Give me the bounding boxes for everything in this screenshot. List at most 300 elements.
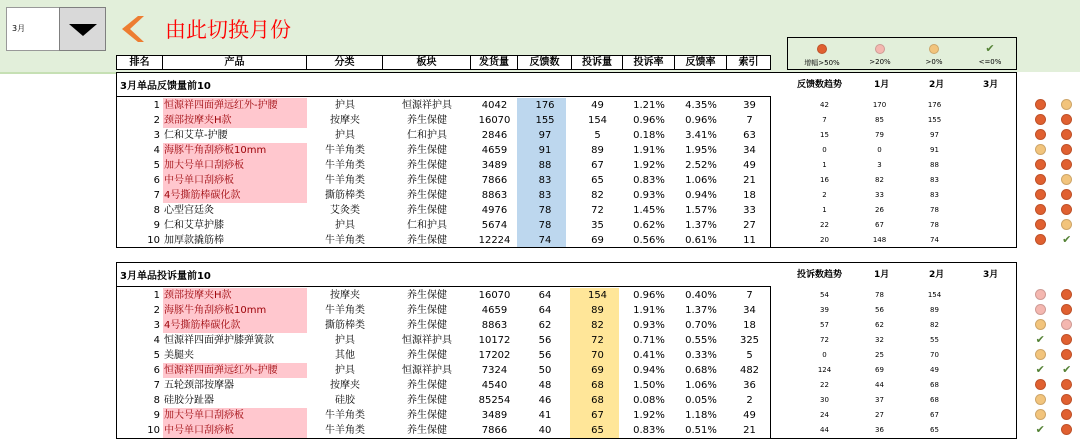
cell-fb: 50 <box>538 365 552 376</box>
column-header: 产品 <box>163 56 307 69</box>
cell-rank: 10 <box>147 425 160 436</box>
cell-fr: 0.94% <box>685 190 717 201</box>
cell-fr: 1.06% <box>685 380 717 391</box>
cell-ship: 17202 <box>478 350 511 361</box>
trend-month: 1月 <box>874 270 890 280</box>
trend-value: 7 <box>822 116 827 124</box>
cell-fb: 56 <box>538 335 552 346</box>
cell-cp: 72 <box>591 335 604 346</box>
cell-idx: 27 <box>743 220 756 231</box>
cell-idx: 63 <box>743 130 756 141</box>
cell-rank: 6 <box>153 365 160 376</box>
cell-fb: 88 <box>538 160 552 171</box>
cell-cp: 69 <box>591 365 604 376</box>
cell-rank: 4 <box>153 145 160 156</box>
trend-value: 37 <box>875 396 884 404</box>
cell-fb: 78 <box>538 220 552 231</box>
cell-product: 4号撕筋棒碳化款 <box>163 318 307 333</box>
cell-block: 养生保健 <box>407 350 447 361</box>
indicator-cell <box>1027 99 1054 110</box>
indicator-cell <box>1054 129 1080 140</box>
cell-cp: 35 <box>591 220 604 231</box>
trend-value: 27 <box>875 411 884 419</box>
red-dot-icon <box>1035 159 1046 170</box>
cell-cr: 1.92% <box>633 410 665 421</box>
red-dot-icon <box>1035 114 1046 125</box>
cell-product: 海豚牛角刮痧板10mm <box>163 303 307 318</box>
check-icon: ✔ <box>1035 422 1045 436</box>
pink-dot-icon <box>1035 289 1046 300</box>
cell-cr: 0.08% <box>633 395 665 406</box>
cell-rank: 8 <box>153 395 160 406</box>
trend-value: 82 <box>930 321 939 329</box>
cell-cp: 82 <box>591 320 604 331</box>
indicator-cell <box>1054 379 1080 390</box>
cell-block: 养生保健 <box>407 160 447 171</box>
cell-fb: 48 <box>538 380 552 391</box>
cell-ship: 16070 <box>478 115 511 126</box>
trend-value: 88 <box>930 161 939 169</box>
trend-value: 1 <box>822 206 827 214</box>
cell-ship: 4042 <box>481 100 508 111</box>
cell-cp: 89 <box>591 305 604 316</box>
legend <box>787 37 1017 70</box>
pink-dot-icon <box>1035 304 1046 315</box>
indicator-row <box>1027 317 1080 332</box>
cell-idx: 33 <box>743 205 756 216</box>
trend-value: 83 <box>930 191 939 199</box>
cell-product: 美腿夹 <box>164 350 194 361</box>
complaint-trend-icons <box>1027 287 1080 437</box>
trend-value: 26 <box>875 206 884 214</box>
trend-value: 68 <box>930 381 939 389</box>
cell-idx: 49 <box>743 160 756 171</box>
legend-label: <=0% <box>978 58 1002 66</box>
red-dot-icon <box>1061 189 1072 200</box>
cell-product: 恒源祥四面弹护膝弹簧款 <box>164 335 274 346</box>
indicator-row <box>1027 217 1080 232</box>
trend-month: 3月 <box>983 270 999 280</box>
cell-fr: 1.06% <box>685 175 717 186</box>
cell-fr: 0.51% <box>685 425 717 436</box>
trend-row <box>797 378 987 393</box>
cell-fr: 1.57% <box>685 205 717 216</box>
trend-value: 78 <box>930 221 939 229</box>
cell-product: 中号单口刮痧板 <box>163 423 307 438</box>
cell-idx: 21 <box>743 175 756 186</box>
indicator-cell <box>1027 422 1054 436</box>
section-title: 3月单品投诉量前10 <box>120 271 211 282</box>
cell-product: 仁和艾草-护腰 <box>164 130 228 141</box>
red-dot-icon <box>1061 334 1072 345</box>
cell-ship: 8863 <box>481 190 508 201</box>
trend-row <box>797 158 987 173</box>
column-header-row <box>116 55 771 70</box>
trend-row <box>797 203 987 218</box>
indicator-cell <box>1027 409 1054 420</box>
cell-rank: 3 <box>153 320 160 331</box>
red-dot-icon <box>1061 424 1072 435</box>
cell-product: 海豚牛角刮痧板10mm <box>163 143 307 158</box>
cell-cr: 1.91% <box>633 145 665 156</box>
trend-value: 72 <box>820 336 829 344</box>
trend-value: 57 <box>820 321 829 329</box>
cell-cp: 65 <box>591 425 604 436</box>
column-header: 投诉量 <box>572 56 623 69</box>
cell-ship: 4976 <box>481 205 508 216</box>
indicator-row <box>1027 232 1080 247</box>
cell-block: 养生保健 <box>407 145 447 156</box>
cell-ship: 7866 <box>481 425 508 436</box>
cell-rank: 9 <box>153 410 160 421</box>
trend-value: 78 <box>930 206 939 214</box>
cell-idx: 7 <box>746 115 753 126</box>
cell-cr: 1.45% <box>633 205 665 216</box>
cell-cr: 0.96% <box>633 115 665 126</box>
cell-product: 颈部按摩夹H款 <box>163 113 307 128</box>
indicator-cell <box>1054 334 1080 345</box>
trend-row <box>797 288 987 303</box>
red-dot-icon <box>1035 174 1046 185</box>
indicator-row <box>1027 127 1080 142</box>
divider <box>0 72 116 74</box>
cell-cp: 5 <box>594 130 601 141</box>
cell-product: 心型宫廷灸 <box>164 205 214 216</box>
indicator-row <box>1027 362 1080 377</box>
cell-rank: 5 <box>153 160 160 171</box>
trend-value: 148 <box>872 236 887 244</box>
trend-value: 83 <box>930 176 939 184</box>
orange-dot-icon <box>1061 219 1072 230</box>
cell-fr: 1.37% <box>685 305 717 316</box>
column-header: 反馈数 <box>518 56 572 69</box>
indicator-cell <box>1054 319 1080 330</box>
cell-idx: 11 <box>743 235 756 246</box>
trend-value: 22 <box>820 381 829 389</box>
cell-product: 仁和艾草护膝 <box>164 220 224 231</box>
trend-row <box>797 393 987 408</box>
cell-ship: 10172 <box>478 335 511 346</box>
table-frame <box>116 96 771 248</box>
cell-cr: 1.50% <box>633 380 665 391</box>
cell-block: 仁和护具 <box>407 130 447 141</box>
cell-cr: 0.56% <box>633 235 665 246</box>
trend-value: 69 <box>875 366 884 374</box>
trend-value: 65 <box>930 426 939 434</box>
cell-category: 护具 <box>335 130 355 141</box>
cell-block: 恒源祥护具 <box>402 365 452 376</box>
trend-value: 49 <box>930 366 939 374</box>
indicator-cell <box>1027 219 1054 230</box>
cell-rank: 6 <box>153 175 160 186</box>
cell-category: 牛羊角类 <box>325 425 365 436</box>
cell-fb: 83 <box>538 175 552 186</box>
legend-item <box>802 44 842 68</box>
cell-cr: 0.18% <box>633 130 665 141</box>
cell-block: 仁和护具 <box>407 220 447 231</box>
cell-rank: 9 <box>153 220 160 231</box>
red-dot-icon <box>1061 394 1072 405</box>
trend-row <box>797 113 987 128</box>
cell-product: 颈部按摩夹H款 <box>163 288 307 303</box>
cell-ship: 2846 <box>481 130 508 141</box>
trend-row <box>797 98 987 113</box>
cell-fb: 74 <box>538 235 552 246</box>
indicator-cell <box>1027 332 1054 346</box>
cell-cr: 0.93% <box>633 190 665 201</box>
trend-value: 97 <box>930 131 939 139</box>
trend-value: 30 <box>820 396 829 404</box>
legend-item <box>970 44 1010 66</box>
cell-block: 养生保健 <box>407 205 447 216</box>
trend-value: 67 <box>875 221 884 229</box>
trend-value: 74 <box>930 236 939 244</box>
cell-cp: 67 <box>591 410 604 421</box>
cell-idx: 21 <box>743 425 756 436</box>
cell-fr: 2.52% <box>685 160 717 171</box>
cell-rank: 1 <box>153 290 160 301</box>
trend-value: 44 <box>875 381 884 389</box>
red-dot-icon <box>1061 129 1072 140</box>
cell-cr: 1.21% <box>633 100 665 111</box>
indicator-row <box>1027 157 1080 172</box>
cell-cr: 0.83% <box>633 425 665 436</box>
cell-fb: 176 <box>535 100 555 111</box>
indicator-cell <box>1027 234 1054 245</box>
cell-rank: 8 <box>153 205 160 216</box>
trend-value: 155 <box>927 116 942 124</box>
check-icon: ✔ <box>985 42 995 55</box>
trend-row <box>797 318 987 333</box>
cell-ship: 7866 <box>481 175 508 186</box>
feedback-trend-icons <box>1027 97 1080 247</box>
trend-value: 2 <box>822 191 827 199</box>
indicator-row <box>1027 377 1080 392</box>
cell-category: 按摩夹 <box>330 380 360 391</box>
indicator-cell <box>1054 362 1080 376</box>
cell-category: 牛羊角类 <box>325 145 365 156</box>
cell-cp: 68 <box>591 395 604 406</box>
cell-block: 恒源祥护具 <box>402 335 452 346</box>
trend-row <box>797 143 987 158</box>
cell-product: 硅胶分趾器 <box>164 395 214 406</box>
red-dot-icon <box>1035 219 1046 230</box>
column-header: 反馈率 <box>675 56 727 69</box>
cell-rank: 5 <box>153 350 160 361</box>
cell-category: 护具 <box>335 335 355 346</box>
trend-value: 22 <box>820 221 829 229</box>
orange-dot-icon <box>1035 349 1046 360</box>
trend-month: 1月 <box>874 80 890 90</box>
cell-idx: 49 <box>743 410 756 421</box>
trend-value: 0 <box>877 146 882 154</box>
cell-ship: 12224 <box>478 235 511 246</box>
cell-fb: 83 <box>538 190 552 201</box>
trend-value: 15 <box>820 131 829 139</box>
column-header: 投诉率 <box>623 56 675 69</box>
trend-value: 78 <box>875 291 884 299</box>
cell-cp: 65 <box>591 175 604 186</box>
cell-fb: 64 <box>538 290 552 301</box>
indicator-cell <box>1054 189 1080 200</box>
trend-value: 170 <box>872 101 887 109</box>
indicator-row <box>1027 172 1080 187</box>
cell-block: 恒源祥护具 <box>402 100 452 111</box>
cell-idx: 7 <box>746 290 753 301</box>
cell-rank: 3 <box>153 130 160 141</box>
cell-rank: 1 <box>153 100 160 111</box>
indicator-cell <box>1054 232 1080 246</box>
check-icon: ✔ <box>1062 232 1072 246</box>
cell-category: 其他 <box>335 350 355 361</box>
indicator-row <box>1027 187 1080 202</box>
orange-dot-icon <box>1035 144 1046 155</box>
indicator-cell <box>1027 159 1054 170</box>
orange-dot-icon <box>1035 394 1046 405</box>
cell-fb: 41 <box>538 410 552 421</box>
column-header: 板块 <box>383 56 471 69</box>
cell-product: 五轮颈部按摩器 <box>164 380 234 391</box>
column-header: 发货量 <box>471 56 518 69</box>
trend-value: 82 <box>875 176 884 184</box>
cell-fb: 40 <box>538 425 552 436</box>
cell-category: 按摩夹 <box>330 115 360 126</box>
trend-value: 0 <box>822 146 827 154</box>
cell-ship: 3489 <box>481 160 508 171</box>
indicator-cell <box>1054 114 1080 125</box>
trend-value: 176 <box>927 101 942 109</box>
cell-cp: 67 <box>591 160 604 171</box>
cell-idx: 34 <box>743 305 756 316</box>
cell-category: 撕筋棒类 <box>325 190 365 201</box>
cell-fb: 97 <box>538 130 552 141</box>
cell-category: 护具 <box>335 365 355 376</box>
trend-row <box>797 128 987 143</box>
cell-fb: 155 <box>535 115 555 126</box>
trend-value: 0 <box>822 351 827 359</box>
indicator-cell <box>1027 144 1054 155</box>
legend-item <box>860 44 900 66</box>
cell-idx: 18 <box>743 320 756 331</box>
indicator-cell <box>1027 114 1054 125</box>
cell-fb: 46 <box>538 395 552 406</box>
indicator-cell <box>1054 409 1080 420</box>
cell-cr: 0.62% <box>633 220 665 231</box>
trend-month: 2月 <box>929 80 945 90</box>
cell-category: 牛羊角类 <box>325 305 365 316</box>
trend-row <box>797 218 987 233</box>
trend-value: 56 <box>875 306 884 314</box>
indicator-row <box>1027 287 1080 302</box>
cell-product: 恒源祥四面弹远红外-护腰 <box>163 98 307 113</box>
trend-row <box>797 173 987 188</box>
indicator-row <box>1027 112 1080 127</box>
cell-cr: 1.91% <box>633 305 665 316</box>
trend-value: 32 <box>875 336 884 344</box>
cell-cp: 89 <box>591 145 604 156</box>
trend-value: 54 <box>820 291 829 299</box>
indicator-cell <box>1054 144 1080 155</box>
trend-value: 24 <box>820 411 829 419</box>
cell-fr: 0.61% <box>685 235 717 246</box>
cell-fb: 56 <box>538 350 552 361</box>
cell-fr: 0.33% <box>685 350 717 361</box>
check-icon: ✔ <box>1035 362 1045 376</box>
cell-ship: 5674 <box>481 220 508 231</box>
indicator-row <box>1027 407 1080 422</box>
cell-fb: 64 <box>538 305 552 316</box>
indicator-cell <box>1027 349 1054 360</box>
cell-block: 养生保健 <box>407 235 447 246</box>
trend-value: 20 <box>820 236 829 244</box>
orange-dot-icon <box>1035 319 1046 330</box>
red-dot-icon <box>1061 114 1072 125</box>
indicator-row <box>1027 97 1080 112</box>
complaint-trend-table <box>797 288 987 438</box>
orange-dot-icon <box>1061 174 1072 185</box>
cell-block: 养生保健 <box>407 305 447 316</box>
cell-fr: 0.05% <box>685 395 717 406</box>
trend-row <box>797 408 987 423</box>
indicator-cell <box>1027 394 1054 405</box>
cell-block: 养生保健 <box>407 175 447 186</box>
cell-cp: 49 <box>591 100 604 111</box>
pink-dot-icon <box>875 44 885 54</box>
cell-cr: 1.92% <box>633 160 665 171</box>
cell-rank: 10 <box>147 235 160 246</box>
cell-product: 加大号单口刮痧板 <box>163 408 307 423</box>
cell-category: 牛羊角类 <box>325 160 365 171</box>
cell-fr: 0.68% <box>685 365 717 376</box>
cell-idx: 2 <box>746 395 753 406</box>
cell-fb: 78 <box>538 205 552 216</box>
month-select[interactable]: 3月 <box>6 7 60 51</box>
feedback-trend-table <box>797 98 987 248</box>
cell-ship: 7324 <box>481 365 508 376</box>
table-frame <box>116 286 771 439</box>
cell-ship: 3489 <box>481 410 508 421</box>
cell-cr: 0.96% <box>633 290 665 301</box>
cell-block: 养生保健 <box>407 410 447 421</box>
indicator-cell <box>1054 159 1080 170</box>
trend-row <box>797 348 987 363</box>
month-dropdown-button[interactable] <box>59 7 106 51</box>
indicator-cell <box>1027 362 1054 376</box>
indicator-cell <box>1027 174 1054 185</box>
chevron-down-icon <box>69 24 97 36</box>
cell-fr: 0.55% <box>685 335 717 346</box>
cell-fr: 0.96% <box>685 115 717 126</box>
red-dot-icon <box>1061 204 1072 215</box>
cell-block: 养生保健 <box>407 395 447 406</box>
cell-fr: 0.40% <box>685 290 717 301</box>
cell-block: 养生保健 <box>407 425 447 436</box>
indicator-cell <box>1054 349 1080 360</box>
cell-idx: 5 <box>746 350 753 361</box>
cell-idx: 325 <box>739 335 760 346</box>
indicator-cell <box>1054 424 1080 435</box>
trend-title: 反馈数趋势 <box>797 80 843 90</box>
cell-ship: 4659 <box>481 145 508 156</box>
cell-block: 养生保健 <box>407 320 447 331</box>
column-header: 索引 <box>738 57 759 68</box>
cell-idx: 36 <box>743 380 756 391</box>
cell-category: 护具 <box>335 100 355 111</box>
red-dot-icon <box>817 44 827 54</box>
orange-dot-icon <box>929 44 939 54</box>
cell-cp: 154 <box>587 115 608 126</box>
trend-value: 55 <box>930 336 939 344</box>
